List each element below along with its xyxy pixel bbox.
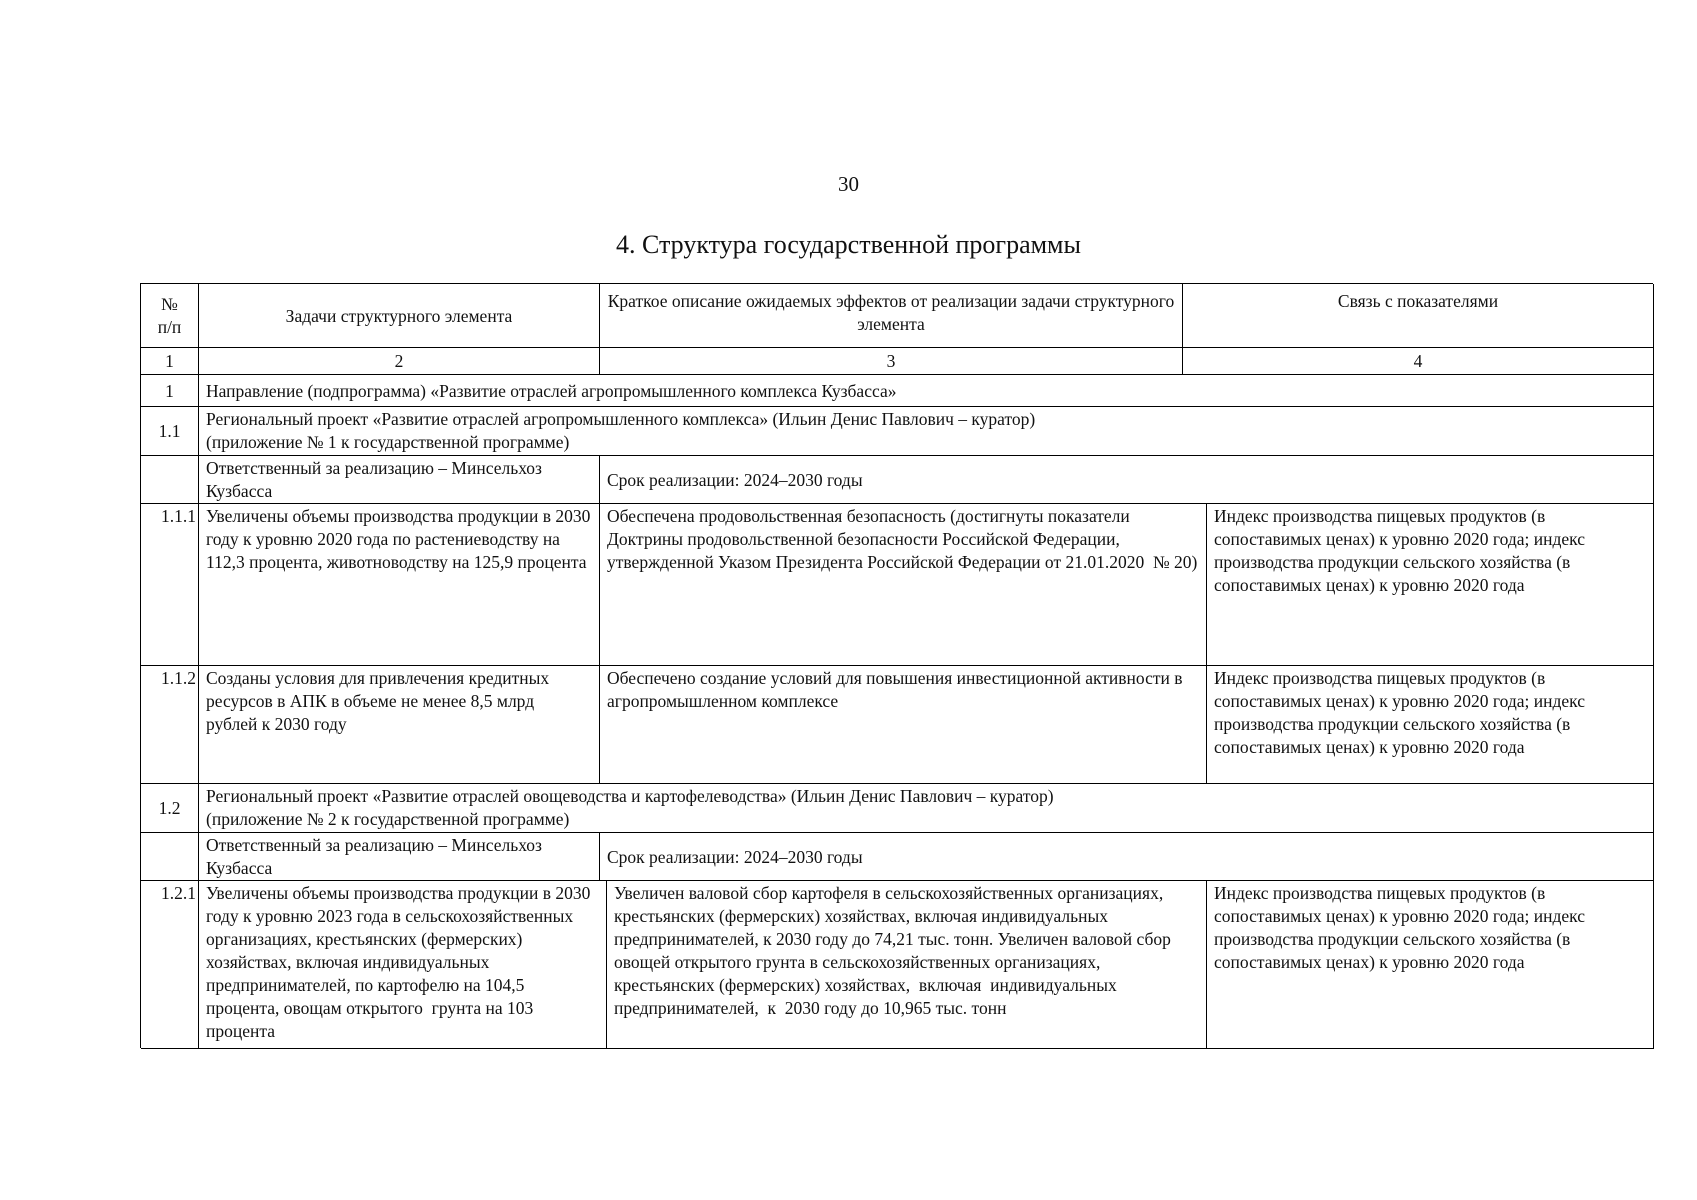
- term-cell: Срок реализации: 2024–2030 годы: [600, 456, 1654, 504]
- row-indicators: Индекс производства пищевых продуктов (в сопоставимых ценах) к уровню 2020 года; индекс производства продукции сельского хозяйства (в сопоставимых ценах) к уровню 2020 года: [1207, 881, 1654, 1049]
- row-number: 1.2.1: [141, 881, 199, 1049]
- project-title: Региональный проект «Развитие отраслей агропромышленного комплекса» (Ильин Денис Павлович – куратор) (приложение № 1 к государственной программе): [199, 407, 1654, 456]
- row-task: Созданы условия для привлечения кредитных ресурсов в АПК в объеме не менее 8,5 млрд рублей к 2030 году: [199, 666, 600, 784]
- header-number: № п/п: [141, 284, 199, 348]
- row-indicators: Индекс производства пищевых продуктов (в сопоставимых ценах) к уровню 2020 года; индекс производства продукции сельского хозяйства (в сопоставимых ценах) к уровню 2020 года: [1207, 504, 1654, 666]
- row-indicators: Индекс производства пищевых продуктов (в сопоставимых ценах) к уровню 2020 года; индекс производства продукции сельского хозяйства (в сопоставимых ценах) к уровню 2020 года: [1207, 666, 1654, 784]
- section-number: 1: [141, 375, 199, 407]
- page-number: 30: [838, 172, 859, 196]
- header-indicators: Связь с показателями: [1183, 284, 1654, 348]
- row-task: Увеличены объемы производства продукции в 2030 году к уровню 2023 года в сельскохозяйственных организациях, крестьянских (фермерских) хозяйствах, включая индивидуальных предпринимателей, по картофелю на 104,5 процента, овощам открытого грунта на 103 процента: [199, 881, 607, 1049]
- project-title: Региональный проект «Развитие отраслей овощеводства и картофелеводства» (Ильин Денис Павлович – куратор) (приложение № 2 к государственной программе): [199, 784, 1654, 833]
- column-number: 1: [141, 348, 199, 375]
- project-number: 1.2: [141, 784, 199, 833]
- empty-cell: [141, 456, 199, 504]
- row-number: 1.1.2: [141, 666, 199, 784]
- column-number: 4: [1183, 348, 1654, 375]
- column-number: 2: [199, 348, 600, 375]
- project-number: 1.1: [141, 407, 199, 456]
- row-task: Увеличены объемы производства продукции в 2030 году к уровню 2020 года по растениеводству на 112,3 процента, животноводству на 125,9 процента: [199, 504, 600, 666]
- responsible-cell: Ответственный за реализацию – Минсельхоз Кузбасса: [199, 456, 600, 504]
- empty-cell: [141, 833, 199, 881]
- row-effect: Обеспечена продовольственная безопасность (достигнуты показатели Доктрины продовольственной безопасности Российской Федерации, утвержденной Указом Президента Российской Федерации от 21.01.2020 № 20): [600, 504, 1207, 666]
- responsible-cell: Ответственный за реализацию – Минсельхоз Кузбасса: [199, 833, 600, 881]
- row-effect: Обеспечено создание условий для повышения инвестиционной активности в агропромышленном комплексе: [600, 666, 1207, 784]
- header-tasks: Задачи структурного элемента: [199, 284, 600, 348]
- header-effects: Краткое описание ожидаемых эффектов от реализации задачи структурного элемента: [600, 284, 1183, 348]
- section-title: Направление (подпрограмма) «Развитие отраслей агропромышленного комплекса Кузбасса»: [199, 375, 1654, 407]
- term-cell: Срок реализации: 2024–2030 годы: [600, 833, 1654, 881]
- column-number: 3: [600, 348, 1183, 375]
- page-title: 4. Структура государственной программы: [616, 230, 1081, 259]
- row-effect: Увеличен валовой сбор картофеля в сельскохозяйственных организациях, крестьянских (фермерских) хозяйствах, включая индивидуальных предпринимателей, к 2030 году до 74,21 тыс. тонн. Увеличен валовой сбор овощей открытого грунта в сельскохозяйственных организациях, крестьянских (фермерских) хозяйствах, включая индивидуальных предпринимателей, к 2030 году до 10,965 тыс. тонн: [607, 881, 1207, 1049]
- row-number: 1.1.1: [141, 504, 199, 666]
- structure-table: [140, 283, 1653, 1048]
